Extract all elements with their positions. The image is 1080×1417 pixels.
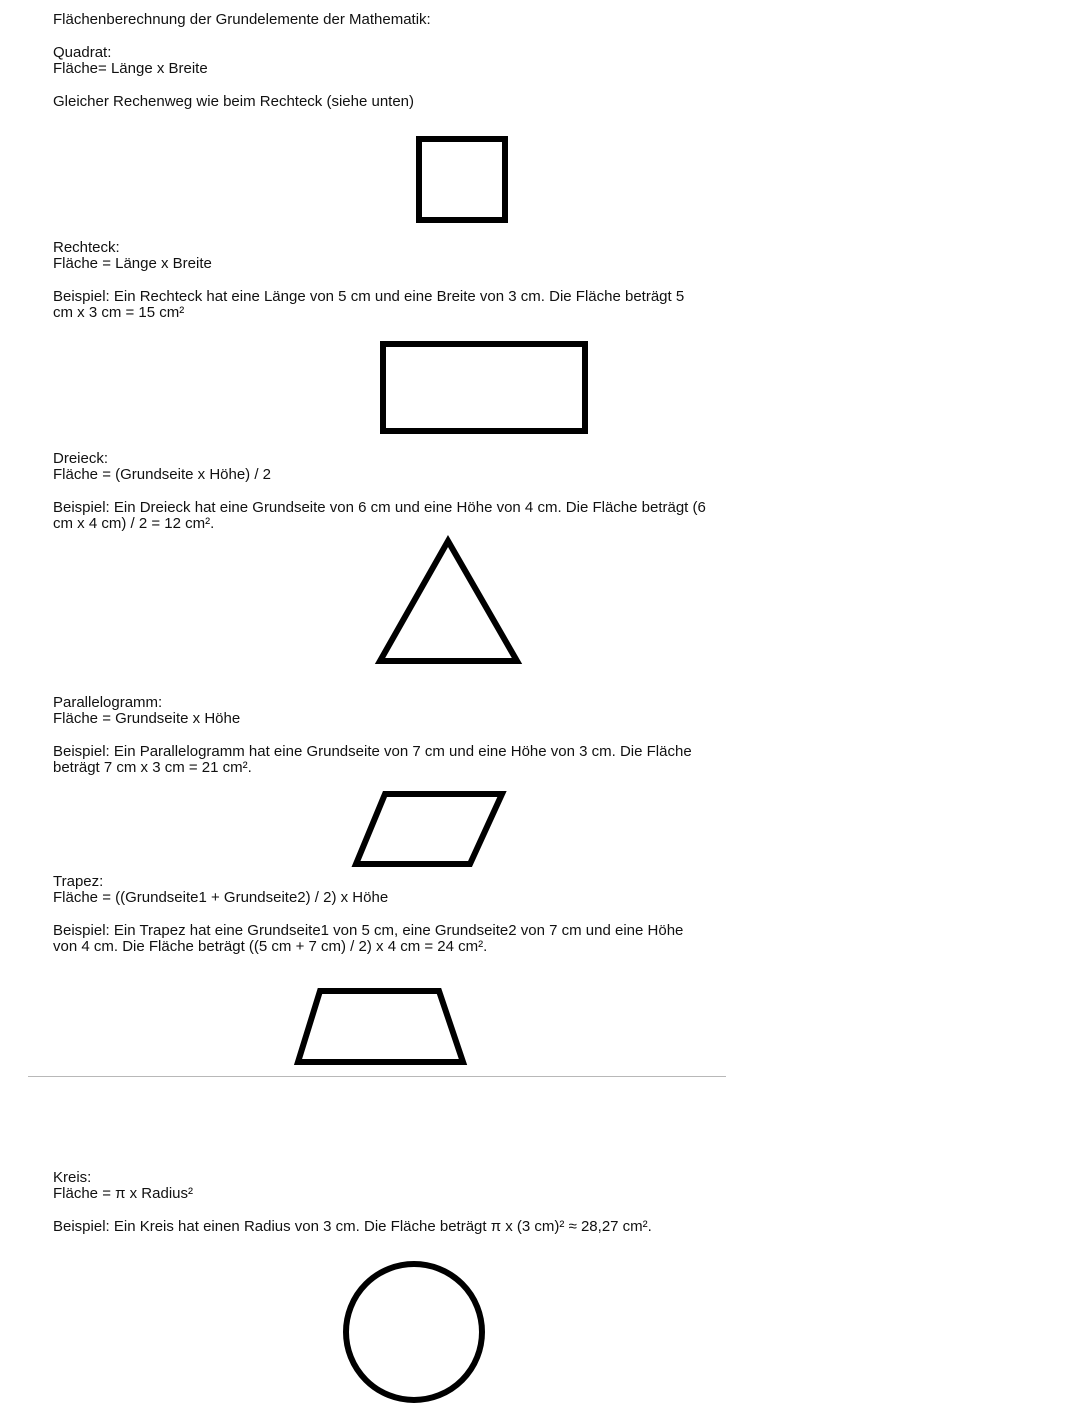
circle-shape (340, 1258, 490, 1408)
trapez-formula: Fläche = ((Grundseite1 + Grundseite2) / 2) x Höhe (53, 889, 389, 906)
document-title: Flächenberechnung der Grundelemente der Mathematik: (53, 11, 431, 28)
rectangle-shape (374, 335, 594, 440)
kreis-heading: Kreis: (53, 1169, 92, 1186)
quadrat-heading: Quadrat: (53, 44, 112, 61)
dreieck-example: Beispiel: Ein Dreieck hat eine Grundseite von 6 cm und eine Höhe von 4 cm. Die Fläche beträgt (6 cm x 4 cm) / 2 = 12 cm². (53, 499, 706, 532)
parallelogramm-formula: Fläche = Grundseite x Höhe (53, 710, 241, 727)
parallelogram-shape (345, 785, 515, 875)
quadrat-formula: Fläche= Länge x Breite (53, 60, 208, 77)
square-shape (410, 130, 515, 228)
rechteck-example: Beispiel: Ein Rechteck hat eine Länge von 5 cm und eine Breite von 3 cm. Die Fläche beträgt 5 cm x 3 cm = 15 cm² (53, 288, 685, 321)
page-divider (28, 1076, 726, 1077)
kreis-formula: Fläche = π x Radius² (53, 1185, 193, 1202)
trapez-example: Beispiel: Ein Trapez hat eine Grundseite1 von 5 cm, eine Grundseite2 von 7 cm und eine Höhe von 4 cm. Die Fläche beträgt ((5 cm + 7 cm) / 2) x 4 cm = 24 cm². (53, 922, 684, 955)
trapez-heading: Trapez: (53, 873, 104, 890)
parallelogramm-example: Beispiel: Ein Parallelogramm hat eine Grundseite von 7 cm und eine Höhe von 3 cm. Die Fläche beträgt 7 cm x 3 cm = 21 cm². (53, 743, 692, 776)
rechteck-formula: Fläche = Länge x Breite (53, 255, 212, 272)
triangle-shape (370, 530, 530, 670)
quadrat-note: Gleicher Rechenweg wie beim Rechteck (siehe unten) (53, 93, 415, 110)
dreieck-formula: Fläche = (Grundseite x Höhe) / 2 (53, 466, 272, 483)
dreieck-heading: Dreieck: (53, 450, 109, 467)
kreis-example: Beispiel: Ein Kreis hat einen Radius von 3 cm. Die Fläche beträgt π x (3 cm)² ≈ 28,27 cm². (53, 1218, 652, 1235)
rechteck-heading: Rechteck: (53, 239, 120, 256)
trapezoid-shape (287, 982, 477, 1074)
parallelogramm-heading: Parallelogramm: (53, 694, 163, 711)
